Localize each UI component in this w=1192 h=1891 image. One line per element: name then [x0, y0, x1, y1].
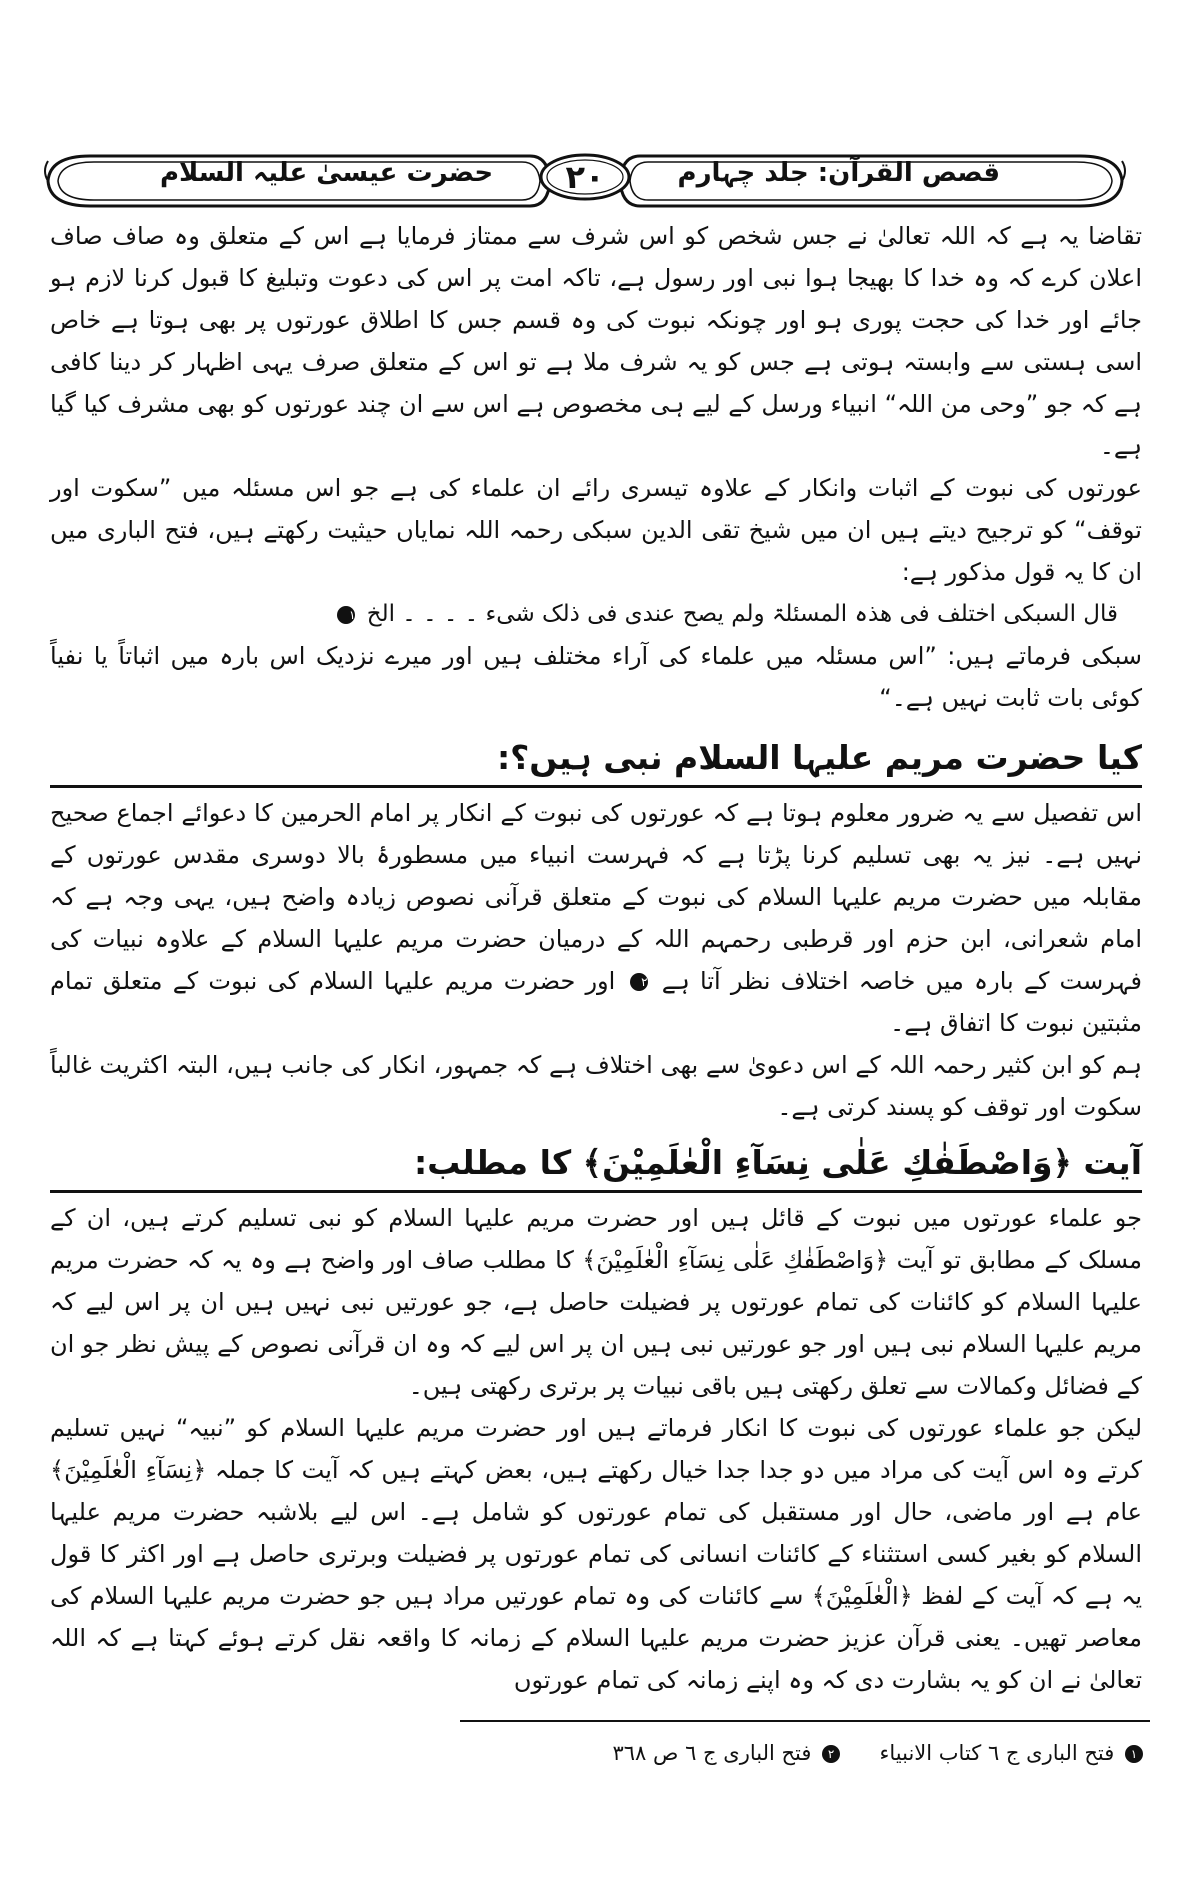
paragraph: لیکن جو علماء عورتوں کی نبوت کا انکار فرماتے ہیں اور حضرت مریم علیہا السلام کو ”نبیہ“ نہیں تسلیم کرتے وہ اس آیت کی مراد میں دو جدا جدا خیال رکھتے ہیں، بعض کہتے ہیں کہ آیت کا جملہ ﴿نِسَآءِ الْعٰلَمِیْنَ﴾ عام ہے اور ماضی، حال اور مستقبل کی تمام عورتوں کو شامل ہے۔ اس لیے بلاشبہ حضرت مریم علیہا السلام کو بغیر کسی استثناء کے کائنات انسانی کی تمام عورتوں پر فضیلت وبرتری حاصل ہے اور اکثر کا قول یہ ہے کہ آیت کے لفظ ﴿الْعٰلَمِیْنَ﴾ سے کائنات کی وہ تمام عورتیں مراد ہیں جو حضرت مریم علیہا السلام کی معاصر تھیں۔ یعنی قرآن عزیز حضرت مریم علیہا السلام کے زمانہ کا واقعہ نقل کرتے ہوئے کہتا ہے کہ اللہ تعالیٰ نے ان کو یہ بشارت دی کہ وہ اپنے زمانہ کی تمام عورتوں	[50, 1414, 1142, 1694]
sabki-statement: سبکی فرماتے ہیں: ”اس مسئلہ میں علماء کی آراء مختلف ہیں اور میرے نزدیک اس بارہ میں اثباتاً یا نفیاً کوئی بات ثابت نہیں ہے۔“	[50, 642, 1142, 712]
footnote-1: فتح الباری ج ٦ کتاب الانبیاء	[879, 1741, 1115, 1765]
chapter-title: حضرت عیسیٰ علیہ السلام	[160, 158, 494, 188]
section-heading: کیا حضرت مریم علیہا السلام نبی ہیں؟:	[50, 733, 1142, 788]
arabic-quote	[50, 593, 1142, 635]
footnote-marker: ٢	[822, 1745, 840, 1763]
footnote-marker: ١	[1125, 1745, 1143, 1763]
footnote-marker: ١	[337, 606, 355, 624]
footnote-divider	[460, 1720, 1150, 1722]
paragraph: جو علماء عورتوں میں نبوت کے قائل ہیں اور حضرت مریم علیہا السلام کو نبی تسلیم کرتے ہیں، ان کے مسلک کے مطابق تو آیت ﴿وَاصْطَفٰكِ عَلٰی نِسَآءِ الْعٰلَمِیْنَ﴾ کا مطلب صاف اور واضح ہے وہ یہ کہ حضرت مریم علیہا السلام کو کائنات کی تمام عورتوں پر فضیلت حاصل ہے، جو عورتیں نبی نہیں ہیں ان پر اس لیے کہ مریم علیہا السلام نبی ہیں اور جو عورتیں نبی ہیں ان پر اس لیے کہ وہ ان قرآنی نصوص کے پیش نظر جو ان کے فضائل وکمالات سے تعلق رکھتی ہیں باقی نبیات پر برتری رکھتی ہیں۔	[50, 1204, 1142, 1400]
paragraph	[50, 792, 1142, 1044]
paragraph-text: اور حضرت مریم علیہا السلام کی نبوت کے متعلق تمام مثبتین نبوت کا اتفاق ہے۔	[50, 967, 1142, 1037]
book-title: قصص القرآن: جلد چہارم	[677, 158, 1000, 188]
section-heading: آیت ﴿وَاصْطَفٰكِ عَلٰی نِسَآءِ الْعٰلَمِیْنَ﴾ کا مطلب:	[50, 1138, 1142, 1193]
footnote-marker: ٢	[630, 973, 648, 991]
page-header	[40, 150, 1130, 212]
page-body	[50, 215, 1142, 1701]
paragraph: عورتوں کی نبوت کے اثبات وانکار کے علاوہ تیسری رائے ان علماء کی ہے جو اس مسئلہ میں ”سکوت اور توقف“ کو ترجیح دیتے ہیں ان میں شیخ تقی الدین سبکی رحمہ اللہ نمایاں حیثیت رکھتے ہیں، فتح الباری میں ان کا یہ قول مذکور ہے:	[50, 474, 1142, 586]
arabic-quote-text: قال السبکی اختلف فی ھذہ المسئلۃ ولم یصح عندی فی ذلک شیء ۔ ۔ ۔ ۔ الخ	[366, 601, 1118, 627]
paragraph: ہم کو ابن کثیر رحمہ اللہ کے اس دعویٰ سے بھی اختلاف ہے کہ جمہور، انکار کی جانب ہیں، البتہ اکثریت غالباً سکوت اور توقف کو پسند کرتی ہے۔	[50, 1051, 1142, 1121]
paragraph: تقاضا یہ ہے کہ اللہ تعالیٰ نے جس شخص کو اس شرف سے ممتاز فرمایا ہے اس کے متعلق وہ صاف صاف اعلان کرے کہ وہ خدا کا بھیجا ہوا نبی اور رسول ہے، تاکہ امت پر اس کی دعوت وتبلیغ کا قبول کرنا لازم ہو جائے اور خدا کی حجت پوری ہو اور چونکہ نبوت کی وہ قسم جس کا اطلاق عورتوں پر بھی ہوتا ہے خاص اسی ہستی سے وابستہ ہوتی ہے جس کو یہ شرف ملا ہے تو اس کے متعلق صرف یہی اظہار کر دینا کافی ہے کہ جو ”وحی من اللہ“ انبیاء ورسل کے لیے ہی مخصوص ہے اس سے ان چند عورتوں کو بھی مشرف کیا گیا ہے۔	[50, 222, 1143, 460]
footnote-2: فتح الباری ج ٦ ص ٣٦٨	[612, 1741, 812, 1765]
footnotes	[613, 1736, 1148, 1770]
paragraph-text: اس تفصیل سے یہ ضرور معلوم ہوتا ہے کہ عورتوں کی نبوت کے انکار پر امام الحرمین کا دعوائے اجماع صحیح نہیں ہے۔ نیز یہ بھی تسلیم کرنا پڑتا ہے کہ فہرست انبیاء میں مسطورۂ بالا دوسری مقدس عورتوں کے مقابلہ میں حضرت مریم علیہا السلام کی نبوت کے متعلق قرآنی نصوص زیادہ واضح ہیں، یہی وجہ ہے کہ امام شعرانی، ابن حزم اور قرطبی رحمہم اللہ کے درمیان حضرت مریم علیہا السلام کے علاوہ نبیات کی فہرست کے بارہ میں خاصہ اختلاف نظر آتا ہے	[50, 799, 1142, 995]
page-number: ٢٠	[565, 158, 605, 196]
